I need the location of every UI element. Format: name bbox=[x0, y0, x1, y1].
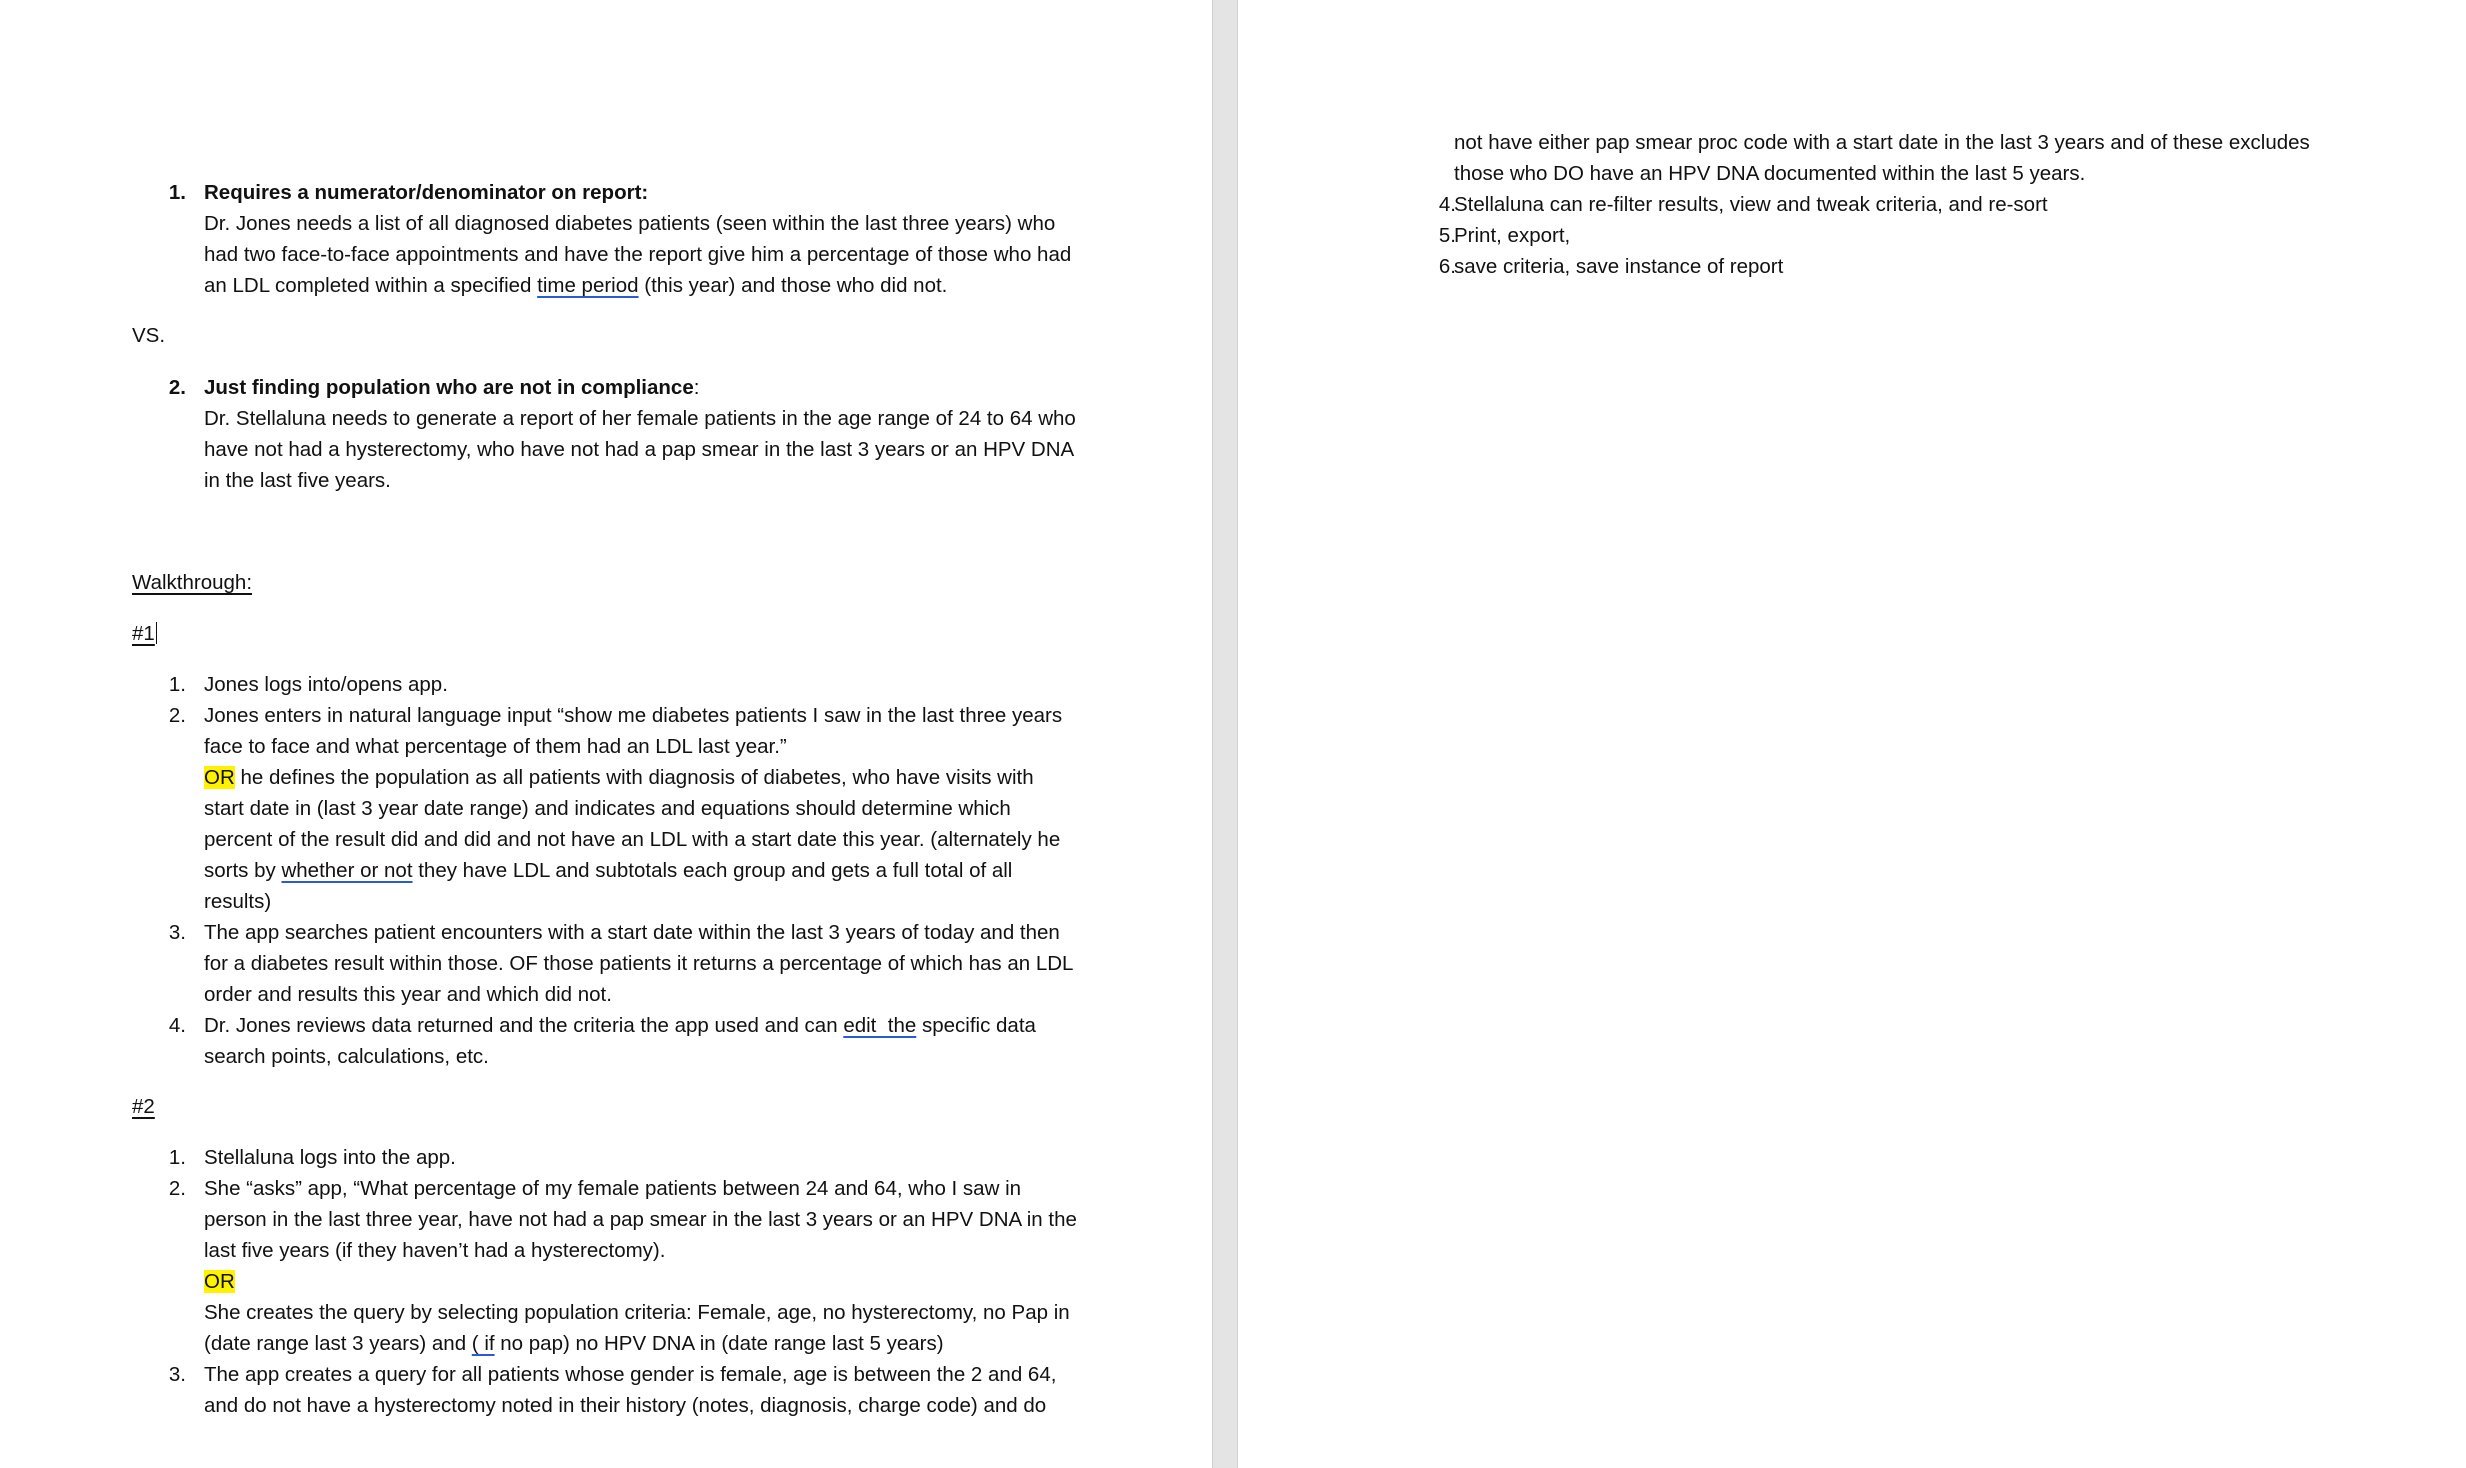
w2-step4: Stellaluna can re-filter results, view and tweak criteria, and re-sort bbox=[1454, 193, 2048, 216]
req2-line2: have not had a hysterectomy, who have not had a pap smear in the last 3 years or an HPV DNA bbox=[204, 438, 1075, 461]
edit-the-text: edit the bbox=[843, 1014, 917, 1037]
req2-line3: in the last five years. bbox=[204, 469, 391, 492]
w2-step2-or bbox=[204, 1266, 235, 1297]
w1-step2-line6: sorts by whether or not they have LDL and subtotals each group and gets a full total of all bbox=[204, 859, 1013, 882]
if-text: ( if bbox=[471, 1332, 495, 1355]
req1-line3: an LDL completed within a specified time period (this year) and those who did not. bbox=[204, 274, 948, 297]
w2-step3-line3: not have either pap smear proc code with a start date in the last 3 years and of these excludes bbox=[1454, 131, 2310, 154]
w1-step2-line2: face to face and what percentage of them had an LDL last year.” bbox=[204, 735, 787, 758]
w2-step2-line2: person in the last three year, have not had a pap smear in the last 3 years or an HPV DNA in the bbox=[204, 1208, 1077, 1231]
req1-number: 1. bbox=[168, 181, 186, 204]
w1-step2-line1: Jones enters in natural language input “show me diabetes patients I saw in the last three years bbox=[204, 704, 1063, 727]
walkthrough-heading: Walkthrough: bbox=[132, 571, 253, 594]
req1-line1: Dr. Jones needs a list of all diagnosed diabetes patients (seen within the last three years) who bbox=[204, 212, 1056, 235]
w2-step4-number: 4. bbox=[1438, 193, 1456, 216]
w1-step2-line4: start date in (last 3 year date range) and indicates and equations should determine which bbox=[204, 797, 1011, 820]
w1-step2-line7: results) bbox=[204, 890, 272, 913]
req2-heading: Just finding population who are not in compliance: bbox=[204, 376, 700, 399]
w1-step1-number: 1. bbox=[168, 673, 186, 696]
or-highlight: OR bbox=[204, 1270, 235, 1293]
w1-step2-line3: OR he defines the population as all patients with diagnosis of diabetes, who have visits with bbox=[204, 766, 1034, 789]
w1-step1: Jones logs into/opens app. bbox=[204, 673, 448, 696]
w2-step3-line1: The app creates a query for all patients whose gender is female, age is between the 2 and 64, bbox=[204, 1363, 1057, 1386]
w1-step3-number: 3. bbox=[168, 921, 186, 944]
w2-step2-number: 2. bbox=[168, 1177, 186, 1200]
w2-step3-number: 3. bbox=[168, 1363, 186, 1386]
w2-step5-number: 5. bbox=[1438, 224, 1456, 247]
w2-step6: save criteria, save instance of report bbox=[1454, 255, 1784, 278]
document-page-right[interactable] bbox=[1238, 0, 2466, 1468]
w2-step6-number: 6. bbox=[1438, 255, 1456, 278]
w2-step2-line5: (date range last 3 years) and ( if no pap) no HPV DNA in (date range last 5 years) bbox=[204, 1332, 944, 1355]
w2-step5: Print, export, bbox=[1454, 224, 1571, 247]
w2-step3-line4: those who DO have an HPV DNA documented within the last 5 years. bbox=[1454, 162, 2086, 185]
whether-or-not-text: whether or not bbox=[281, 859, 413, 882]
w1-step4-line2: search points, calculations, etc. bbox=[204, 1045, 489, 1068]
text-cursor bbox=[156, 622, 157, 644]
w2-step2-line3: last five years (if they haven’t had a hysterectomy). bbox=[204, 1239, 666, 1262]
document-page-left[interactable] bbox=[0, 0, 1212, 1468]
w2-step2-line1: She “asks” app, “What percentage of my female patients between 24 and 64, who I saw in bbox=[204, 1177, 1022, 1200]
w2-step1-number: 1. bbox=[168, 1146, 186, 1169]
w1-step4-line1: Dr. Jones reviews data returned and the criteria the app used and can edit the specific data bbox=[204, 1014, 1036, 1037]
walkthrough-1-heading[interactable]: #1 bbox=[132, 622, 155, 645]
w1-step3-line3: order and results this year and which did not. bbox=[204, 983, 612, 1006]
page-separator bbox=[1212, 0, 1238, 1468]
w1-step4-number: 4. bbox=[168, 1014, 186, 1037]
req2-line1: Dr. Stellaluna needs to generate a report of her female patients in the age range of 24 to 64 who bbox=[204, 407, 1076, 430]
time-period-text: time period bbox=[537, 274, 639, 297]
w2-step2-line4: She creates the query by selecting population criteria: Female, age, no hysterectomy, no Pap in bbox=[204, 1301, 1070, 1324]
w1-step3-line2: for a diabetes result within those. OF those patients it returns a percentage of which has an LDL bbox=[204, 952, 1074, 975]
req1-heading: Requires a numerator/denominator on report: bbox=[204, 181, 649, 204]
w2-step1: Stellaluna logs into the app. bbox=[204, 1146, 456, 1169]
vs-label: VS. bbox=[132, 324, 166, 347]
w2-step3-line2: and do not have a hysterectomy noted in their history (notes, diagnosis, charge code) and do bbox=[204, 1394, 1047, 1417]
or-highlight: OR bbox=[204, 766, 235, 789]
w1-step2-line5: percent of the result did and did and not have an LDL with a start date this year. (alternately he bbox=[204, 828, 1061, 851]
walkthrough-2-heading: #2 bbox=[132, 1095, 155, 1118]
req2-number: 2. bbox=[168, 376, 186, 399]
req1-line2: had two face-to-face appointments and have the report give him a percentage of those who had bbox=[204, 243, 1072, 266]
w1-step3-line1: The app searches patient encounters with a start date within the last 3 years of today and then bbox=[204, 921, 1060, 944]
w1-step2-number: 2. bbox=[168, 704, 186, 727]
